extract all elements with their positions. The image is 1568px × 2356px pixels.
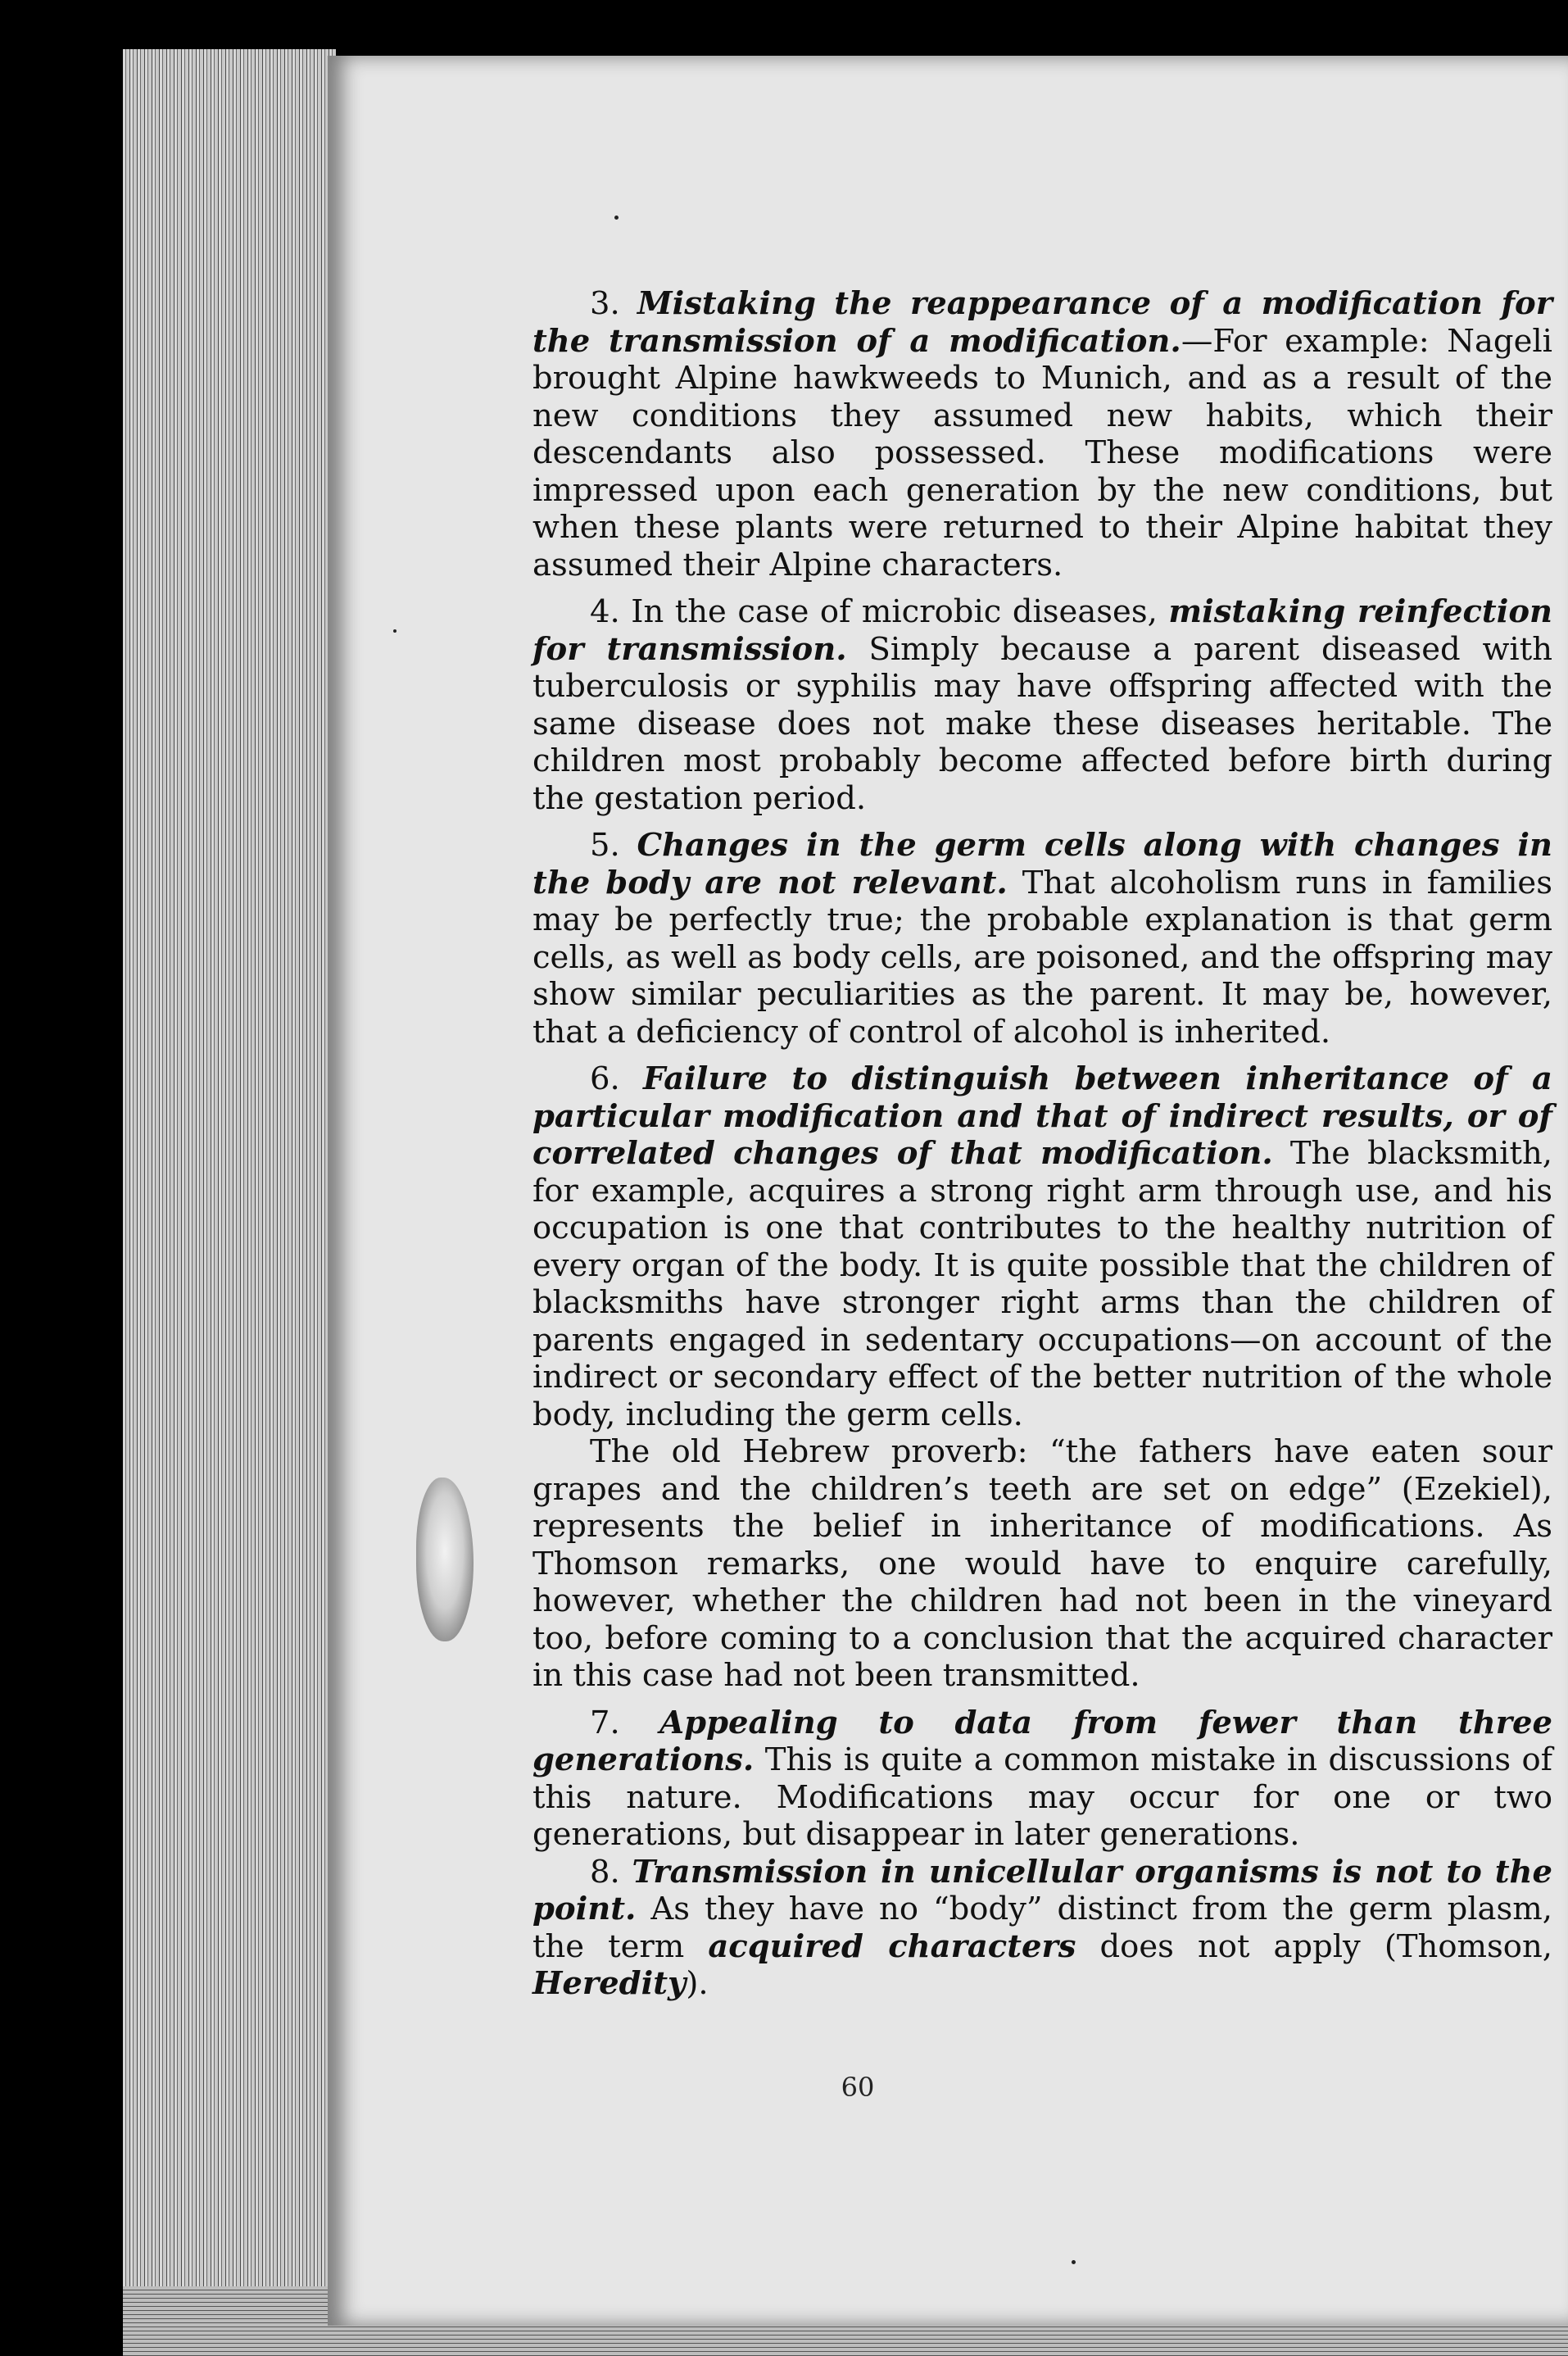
page-edges xyxy=(123,49,336,2336)
item-heading: Changes in the germ cells along with changes in the body are not relevant. xyxy=(532,827,1552,901)
item-heading: Failure to distinguish between inheritance of a particular modification and that of indirect results, or of correlated changes of that modification. xyxy=(532,1060,1552,1172)
item-heading: Mistaking the reappearance of a modification for the transmission of a modification. xyxy=(532,285,1552,360)
body-text xyxy=(532,285,1552,2003)
paper-stain xyxy=(416,1478,474,1641)
item-number: 6. xyxy=(590,1060,620,1097)
item-body: Simply because a parent diseased with tuberculosis or syphilis may have offspring affected with the same disease does not make these diseases heritable. The children most probably become affected before birth during the gestation period. xyxy=(532,630,1552,817)
item-number: 3. xyxy=(590,285,620,322)
item-number: 7. xyxy=(590,1704,620,1741)
item-heading: Transmission in unicellular organisms is not to the point. xyxy=(532,1853,1552,1927)
page-number: 60 xyxy=(841,2072,875,2103)
item-heading: Appealing to data from fewer than three generations. xyxy=(532,1704,1552,1778)
paragraph-7 xyxy=(532,1705,1552,1854)
item-body: ). xyxy=(686,1965,709,2002)
paragraph-4 xyxy=(532,593,1552,817)
item-number: 4. xyxy=(590,593,620,630)
paragraph-5 xyxy=(532,827,1552,1051)
paragraph-proverb xyxy=(532,1433,1552,1695)
item-body: —For example: Nageli brought Alpine hawkweeds to Munich, and as a result of the new conditions they assumed new habits, which their descendants also possessed. These modifications were impressed upon each generation by the new conditions, but when these plants were returned to their Alpine habitat they assumed their Alpine characters. xyxy=(532,322,1552,583)
item-body: That alcoholism runs in families may be perfectly true; the probable explanation is that germ cells, as well as body cells, are poisoned, and the offspring may show similar peculiarities as the parent. It may be, however, that a deficiency of control of alcohol is inherited. xyxy=(532,864,1552,1051)
item-body: The blacksmith, for example, acquires a strong right arm through use, and his occupation is one that contributes to the healthy nutrition of every organ of the body. It is quite possible that the children of blacksmiths have stronger right arms than the children of parents engaged in sedentary occupations—on account of the indirect or secondary effect of the better nutrition of the whole body, including the germ cells. xyxy=(532,1135,1552,1433)
item-body: This is quite a common mistake in discussions of this nature. Modifications may occur for one or two generations, but disappear in later generations. xyxy=(532,1741,1552,1853)
item-emphasis: Heredity xyxy=(532,1965,687,2002)
book-page xyxy=(328,56,1568,2326)
item-lead: In the case of microbic diseases, xyxy=(631,593,1169,630)
item-heading: mistaking reinfection for transmission. xyxy=(532,593,1552,668)
item-number: 5. xyxy=(590,827,620,864)
speck-mark xyxy=(1072,2260,1076,2264)
item-body: As they have no “body” distinct from the germ plasm, the term xyxy=(532,1891,1552,1965)
item-emphasis: acquired characters xyxy=(708,1927,1076,1965)
paragraph-3 xyxy=(532,285,1552,583)
paragraph-6 xyxy=(532,1060,1552,1433)
item-body: The old Hebrew proverb: “the fathers have eaten sour grapes and the children’s teeth are set on edge” (Ezekiel), represents the belief in inheritance of modifications. As Thomson remarks, one would have to enquire carefully, however, whether the children had not been in the vineyard too, before coming to a conclusion that the acquired character in this case had not been transmitted. xyxy=(532,1433,1552,1694)
item-body: does not apply (Thomson, xyxy=(1076,1927,1552,1965)
speck-mark xyxy=(614,216,619,220)
speck-mark xyxy=(393,629,397,633)
item-number: 8. xyxy=(590,1853,620,1891)
paragraph-8 xyxy=(532,1854,1552,2003)
